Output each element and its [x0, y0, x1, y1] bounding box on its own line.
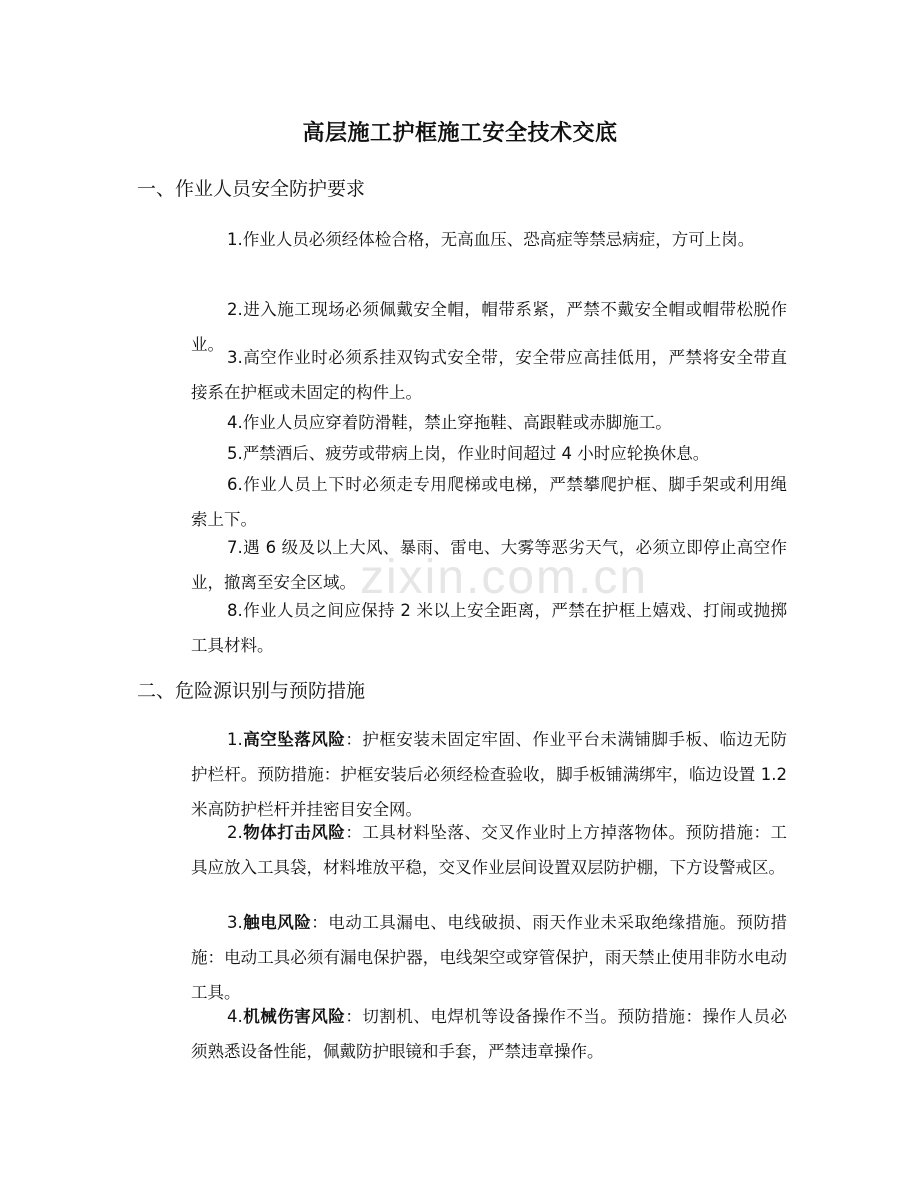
item-number: 1.	[227, 230, 243, 249]
item-keyword: 触电风险	[242, 913, 312, 932]
list-item	[191, 530, 787, 600]
item-number: 8.	[227, 601, 243, 620]
item-number: 3.	[227, 348, 243, 367]
item-number: 4.	[227, 1007, 243, 1026]
item-text: ：护框安装未固定牢固、作业平台未满铺脚手板、临边无防护栏杆。预防措施：护框安装后必须经检查验收，脚手板铺满绑牢，临边设置 1.2 米高防护栏杆并挂密目安全网。	[191, 730, 788, 819]
page-title: 高层施工护框施工安全技术交底	[302, 121, 618, 146]
item-number: 6.	[227, 475, 243, 494]
item-number: 7.	[227, 538, 243, 557]
item-text: ：工具材料坠落、交叉作业时上方掉落物体。预防措施：工具应放入工具袋，材料堆放平稳，交叉作业层间设置双层防护棚，下方设警戒区。	[191, 823, 788, 877]
item-text: 进入施工现场必须佩戴安全帽，帽带系紧，严禁不戴安全帽或帽带松脱作业。	[191, 300, 787, 354]
item-text: ：切割机、电焊机等设备操作不当。预防措施：操作人员必须熟悉设备性能，佩戴防护眼镜和手套，严禁违章操作。	[191, 1007, 788, 1061]
list-item	[191, 467, 787, 537]
list-item	[191, 815, 787, 885]
list-item	[191, 999, 787, 1069]
list-item	[191, 340, 787, 410]
item-text: 高空作业时必须系挂双钩式安全带，安全带应高挂低用，严禁将安全带直接系在护框或未固定的构件上。	[191, 348, 787, 402]
item-keyword: 物体打击风险	[242, 823, 346, 842]
list-item	[191, 222, 787, 257]
item-text: 作业人员上下时必须走专用爬梯或电梯，严禁攀爬护框、脚手架或利用绳索上下。	[191, 475, 787, 529]
item-number: 2.	[227, 823, 243, 842]
item-number: 3.	[227, 913, 243, 932]
item-text: 作业人员必须经体检合格，无高血压、恐高症等禁忌病症，方可上岗。	[242, 230, 755, 249]
list-item	[191, 593, 787, 663]
item-text: 作业人员应穿着防滑鞋，禁止穿拖鞋、高跟鞋或赤脚施工。	[242, 413, 672, 432]
item-number: 5.	[227, 444, 243, 463]
list-item	[191, 436, 787, 471]
item-number: 2.	[227, 300, 243, 319]
section-heading-2: 二、危险源识别与预防措施	[137, 680, 366, 702]
item-number: 1.	[227, 730, 243, 749]
item-text: ：电动工具漏电、电线破损、雨天作业未采取绝缘措施。预防措施：电动工具必须有漏电保护器，电线架空或穿管保护，雨天禁止使用非防水电动工具。	[191, 913, 788, 1002]
item-number: 4.	[227, 413, 243, 432]
list-item	[191, 405, 787, 440]
item-text: 严禁酒后、疲劳或带病上岗，作业时间超过 4 小时应轮换休息。	[242, 444, 710, 463]
watermark: zixin.com.cn	[360, 551, 649, 604]
item-text: 遇 6 级及以上大风、暴雨、雷电、大雾等恶劣天气，必须立即停止高空作业，撤离至安全区域。	[191, 538, 787, 592]
item-keyword: 高空坠落风险	[242, 730, 346, 749]
item-keyword: 机械伤害风险	[242, 1007, 346, 1026]
section-heading-1: 一、作业人员安全防护要求	[137, 178, 366, 200]
list-item	[191, 722, 787, 827]
list-item	[191, 905, 787, 1010]
item-text: 作业人员之间应保持 2 米以上安全距离，严禁在护框上嬉戏、打闹或抛掷工具材料。	[191, 601, 787, 655]
